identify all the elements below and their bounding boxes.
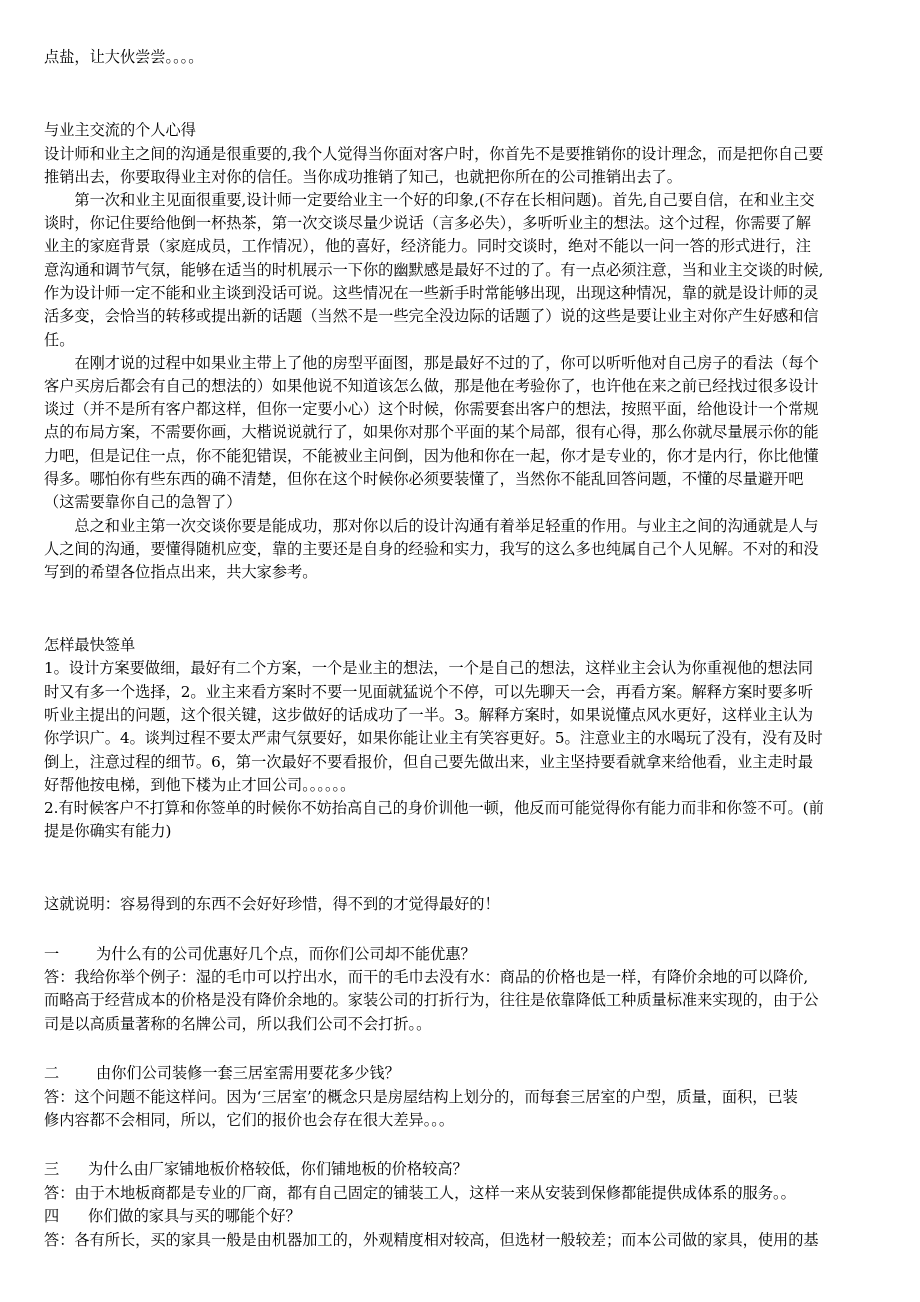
qa-question-text: 为什么由厂家铺地板价格较低，你们铺地板的价格较高？ <box>88 1160 468 1178</box>
section1-line: 客户买房后都会有自己的想法的）如果他说不知道该怎么做，那是他在考验你了，也许他在来之前已经找过很多设计 <box>44 377 819 395</box>
qa-question <box>44 1064 400 1082</box>
section1-line: 在刚才说的过程中如果业主带上了他的房型平面图，那是最好不过的了，你可以听听他对自己房子的看法（每个 <box>44 354 819 372</box>
qa-question <box>44 1207 301 1225</box>
qa-answer-line: 而略高于经营成本的价格是没有降价余地的。家装公司的打折行为，往往是依靠降低工种质量标准来实现的，由于公 <box>44 991 819 1009</box>
section1-line: 人之间的沟通，要懂得随机应变，靠的主要还是自身的经验和实力，我写的这么多也纯属自己个人见解。不对的和没 <box>44 540 819 558</box>
intro-tail: 点盐，让大伙尝尝。。。。 <box>44 48 204 66</box>
section1-line: 任。 <box>44 331 75 349</box>
qa-number: 一 <box>44 945 60 963</box>
section2-line: 提是你确实有能力) <box>44 822 172 840</box>
section1-line: 第一次和业主见面很重要,设计师一定要给业主一个好的印象,(不存在长相问题)。首先,自己要自信，在和业主交 <box>44 191 815 209</box>
summary-line: 这就说明：容易得到的东西不会好好珍惜，得不到的才觉得最好的！ <box>44 895 500 913</box>
section1-line: 力吧，但是记住一点，你不能犯错误，不能被业主问倒，因为他和你在一起，你才是专业的，你才是内行，你比他懂 <box>44 447 819 465</box>
section2-line: 你学识广。4。谈判过程不要太严肃气氛要好，如果你能让业主有笑容更好。5。注意业主的水喝玩了没有，没有及时 <box>44 729 823 747</box>
section1-line: 作为设计师一定不能和业主谈到没话可说。这些情况在一些新手时常能够出现，出现这种情况，靠的就是设计师的灵 <box>44 284 819 302</box>
section2-title: 怎样最快签单 <box>44 636 136 654</box>
section1-line: 点的布局方案，不需要你画，大楷说说就行了，如果你对那个平面的某个局部，很有心得，那么你就尽量展示你的能 <box>44 423 819 441</box>
qa-question-text: 由你们公司装修一套三居室需用要花多少钱？ <box>96 1064 400 1082</box>
section1-line: 谈过（并不是所有客户都这样，但你一定要小心）这个时候，你需要套出客户的想法，按照平面，给他设计一个常规 <box>44 400 819 418</box>
qa-answer-line: 答：由于木地板商都是专业的厂商，都有自己固定的铺装工人，这样一来从安装到保修都能提供成体系的服务。。 <box>44 1184 796 1202</box>
section1-title: 与业主交流的个人心得 <box>44 121 196 139</box>
section1-line: 谈时，你记住要给他倒一杯热茶，第一次交谈尽量少说话（言多必失），多听听业主的想法。这个过程，你需要了解 <box>44 214 811 232</box>
qa-question <box>44 945 476 963</box>
qa-question-text: 为什么有的公司优惠好几个点，而你们公司却不能优惠？ <box>96 945 476 963</box>
section1-line: 业主的家庭背景（家庭成员，工作情况），他的喜好，经济能力。同时交谈时，绝对不能以一问一答的形式进行，注 <box>44 237 811 255</box>
qa-answer-line: 司是以高质量著称的名牌公司，所以我们公司不会打折。。 <box>44 1015 432 1033</box>
section2-line: 听业主提出的问题，这个很关键，这步做好的话成功了一半。3。解释方案时，如果说懂点风水更好，这样业主认为 <box>44 706 814 724</box>
qa-question <box>44 1160 468 1178</box>
qa-answer-line: 答：这个问题不能这样问。因为‘三居室’的概念只是房屋结构上划分的，而每套三居室的户型，质量，面积，已装 <box>44 1088 798 1106</box>
section2-line: 倒上，注意过程的细节。6，第一次最好不要看报价，但自己要先做出来，业主坚持要看就拿来给他看，业主走时最 <box>44 753 814 771</box>
section2-line: 1。设计方案要做细，最好有二个方案，一个是业主的想法，一个是自己的想法，这样业主会认为你重视他的想法同 <box>44 659 814 677</box>
qa-number: 二 <box>44 1064 60 1082</box>
section1-line: 设计师和业主之间的沟通是很重要的,我个人觉得当你面对客户时，你首先不是要推销你的设计理念，而是把你自己要 <box>44 145 824 163</box>
section1-line: 总之和业主第一次交谈你要是能成功，那对你以后的设计沟通有着举足轻重的作用。与业主之间的沟通就是人与 <box>44 517 819 535</box>
qa-answer-line: 答：各有所长，买的家具一般是由机器加工的，外观精度相对较高，但选材一般较差；而本公司做的家具，使用的基 <box>44 1231 819 1249</box>
section1-line: 推销出去，你要取得业主对你的信任。当你成功推销了知己，也就把你所在的公司推销出去了。 <box>44 168 682 186</box>
section2-line: 2.有时候客户不打算和你签单的时候你不妨抬高自己的身价训他一顿，他反而可能觉得你有能力而非和你签不可。(前 <box>44 799 824 817</box>
section1-line: （这需要靠你自己的急智了） <box>44 493 242 511</box>
section1-line: 活多变，会恰当的转移或提出新的话题（当然不是一些完全没边际的话题了）说的这些是要让业主对你产生好感和信 <box>44 307 819 325</box>
section1-line: 意沟通和调节气氛，能够在适当的时机展示一下你的幽默感是最好不过的了。有一点必须注意，当和业主交谈的时候, <box>44 261 824 279</box>
section1-line: 写到的希望各位指点出来，共大家参考。 <box>44 563 318 581</box>
qa-answer-line: 修内容都不会相同，所以，它们的报价也会存在很大差异。。。 <box>44 1111 455 1129</box>
qa-number: 三 <box>44 1160 60 1178</box>
qa-answer-line: 答：我给你举个例子：湿的毛巾可以拧出水，而干的毛巾去没有水：商品的价格也是一样，有降价余地的可以降价, <box>44 968 809 986</box>
section1-line: 得多。哪怕你有些东西的确不清楚，但你在这个时候你必须要装懂了，当然你不能乱回答问题，不懂的尽量避开吧 <box>44 470 804 488</box>
section2-line: 时又有多一个选择，2。业主来看方案时不要一见面就猛说个不停，可以先聊天一会，再看方案。解释方案时要多听 <box>44 683 814 701</box>
qa-question-text: 你们做的家具与买的哪能个好？ <box>88 1207 301 1225</box>
qa-number: 四 <box>44 1207 60 1225</box>
section2-line: 好帮他按电梯，到他下楼为止才回公司。。。。。。 <box>44 776 356 794</box>
